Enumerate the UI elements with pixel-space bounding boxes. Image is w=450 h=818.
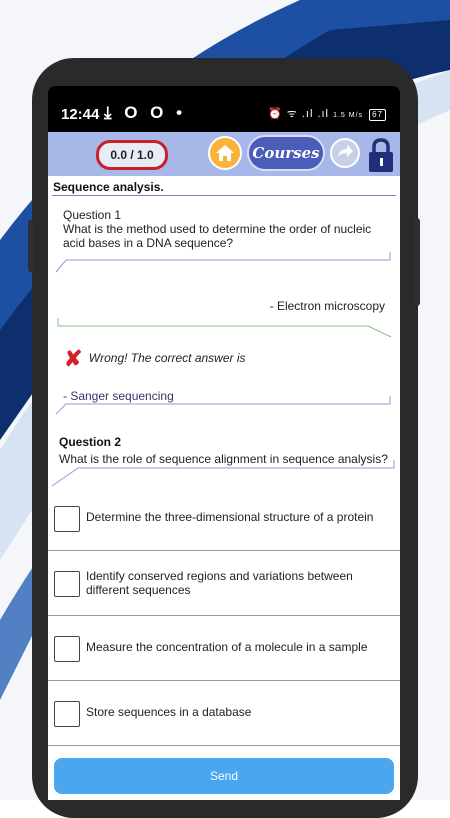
option-3[interactable] (48, 616, 400, 681)
next-button[interactable] (330, 138, 360, 168)
home-icon (210, 138, 240, 168)
send-button[interactable]: Send (54, 758, 394, 794)
arrow-right-icon (332, 140, 358, 166)
home-button[interactable] (208, 136, 242, 170)
question-2-text: What is the role of sequence alignment in sequence analysis? (59, 452, 388, 466)
option-3-label: Measure the concentration of a molecule in a sample (86, 640, 368, 654)
battery-icon: 67 (369, 109, 386, 121)
question-1-number: Question 1 (63, 208, 122, 222)
option-4[interactable] (48, 681, 400, 746)
question-2-number: Question 2 (59, 435, 122, 449)
option-1[interactable] (48, 486, 400, 551)
option-3-checkbox[interactable] (54, 636, 80, 662)
phone-power-button (414, 218, 420, 306)
question-1 (63, 208, 393, 250)
option-1-checkbox[interactable] (54, 506, 80, 532)
wrong-feedback (64, 346, 246, 372)
user-answer: - Electron microscopy (269, 299, 385, 313)
section-title: Sequence analysis. (53, 180, 164, 194)
option-2-checkbox[interactable] (54, 571, 80, 597)
signal-icons: ⏰ ᯤ .ıl .ıl (267, 108, 330, 120)
question-1-text: What is the method used to determine the order of nucleic acid bases in a DNA sequence? (63, 222, 372, 250)
option-4-label: Store sequences in a database (86, 705, 252, 719)
option-4-checkbox[interactable] (54, 701, 80, 727)
correct-answer: - Sanger sequencing (63, 389, 174, 403)
network-speed: 1.5 M/s (333, 112, 364, 119)
status-time: 12:44 (61, 106, 100, 123)
courses-button[interactable]: Courses (247, 135, 325, 171)
app-screen (48, 86, 400, 800)
app-toolbar (48, 132, 400, 176)
phone-volume-button (28, 220, 34, 272)
system-icons (268, 106, 386, 121)
status-bar (48, 86, 400, 132)
option-2[interactable] (48, 551, 400, 616)
lock-icon (364, 136, 398, 174)
score-badge: 0.0 / 1.0 (96, 140, 168, 170)
option-2-label: Identify conserved regions and variations between different sequences (86, 569, 353, 597)
notification-icons: ⤓ O O • (104, 103, 187, 122)
lock-button[interactable] (364, 136, 398, 174)
wrong-feedback-text: Wrong! The correct answer is (88, 351, 246, 366)
option-1-label: Determine the three-dimensional structure of a protein (86, 510, 374, 524)
cross-icon: ✘ (64, 346, 83, 371)
